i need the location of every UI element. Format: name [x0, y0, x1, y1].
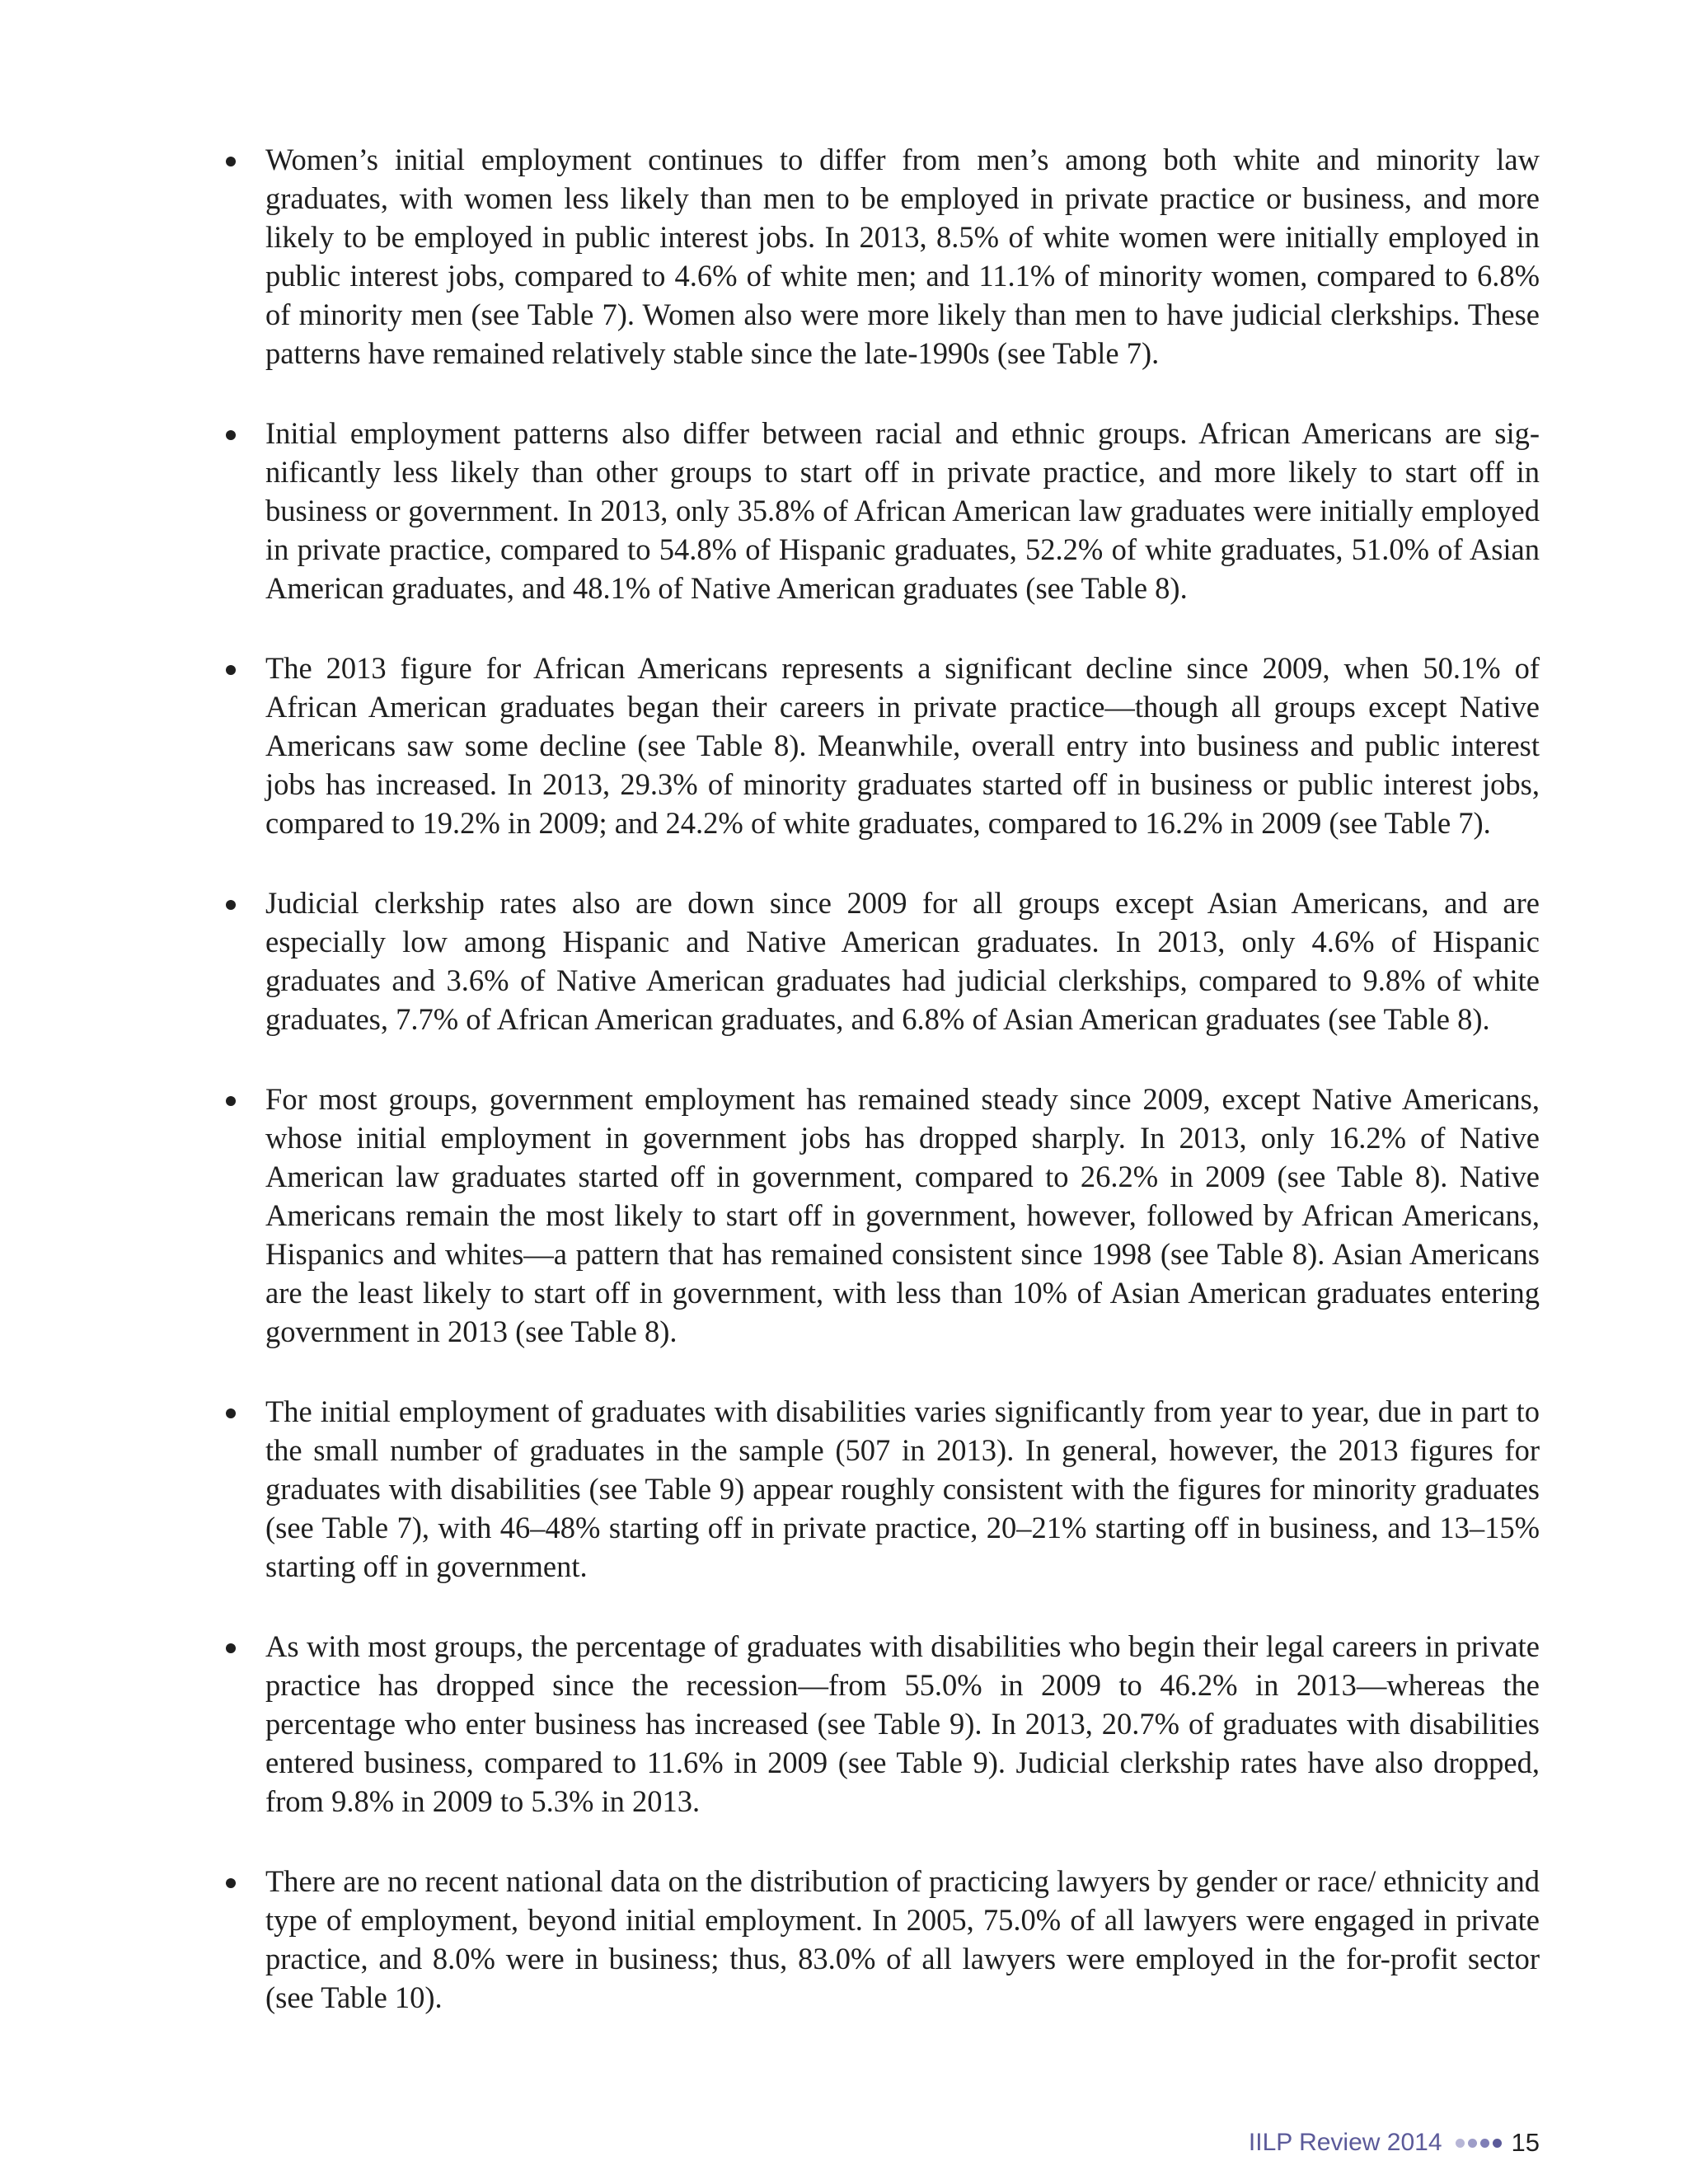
list-item: [223, 883, 1540, 1038]
bullet-icon: [226, 157, 236, 166]
page-footer: [1249, 2124, 1540, 2162]
body-content: [223, 140, 1540, 2058]
bullet-text: There are no recent national data on the distribution of practicing lawyers by gender or race/ ethnicity and type of employment, beyond initial employment. In 2005, 75.0% of all lawyers were engaged in private practice, and 8.0% were in business; thus, 83.0% of all lawyers were employed in the for-profit sector (see Table 10).: [265, 1864, 1540, 2014]
bullet-text: The initial employment of graduates with disabilities varies significantly from year to year, due in part to the small number of graduates in the sample (507 in 2013). In general, however, the 2013 figures for graduates with disabilities (see Table 9) appear roughly consistent with the figures for minority graduates (see Table 7), with 46–48% starting off in private practice, 20–21% starting off in business, and 13–15% starting off in government.: [265, 1394, 1540, 1583]
list-item: [223, 140, 1540, 373]
bullet-text: Women’s initial employment continues to differ from men’s among both white and minority law graduates, with women less likely than men to be employed in private practice or business, and more likely to be employed in public interest jobs. In 2013, 8.5% of white women were initially employed in public interest jobs, compared to 4.6% of white men; and 11.1% of minority women, compared to 6.8% of minority men (see Table 7). Women also were more likely than men to have judicial clerkships. These patterns have remained relatively stable since the late-1990s (see Table 7).: [265, 143, 1540, 370]
bullet-icon: [226, 430, 236, 440]
bullet-text: For most groups, government employment has remained steady since 2009, except Native Americans, whose initial employment in government jobs has dropped sharply. In 2013, only 16.2% of Native American law graduates started off in government, compared to 26.2% in 2009 (see Table 8). Native Americans remain the most likely to start off in government, however, followed by African Americans, Hispanics and whites—a pattern that has remained consistent since 1998 (see Table 8). Asian Americans are the least likely to start off in government, with less than 10% of Asian American graduates entering government in 2013 (see Table 8).: [265, 1082, 1540, 1348]
bullet-icon: [226, 1408, 236, 1418]
publication-title: IILP Review 2014: [1248, 2129, 1442, 2156]
list-item: [223, 414, 1540, 607]
dot-icon: [1468, 2139, 1477, 2148]
list-item: [223, 1392, 1540, 1586]
bullet-text: The 2013 figure for African Americans represents a significant decline since 2009, when 50.1% of African American graduates began their careers in private practice—though all groups except Native Americans saw some decline (see Table 8). Meanwhile, overall entry into business and public interest jobs has increased. In 2013, 29.3% of minority graduates started off in business or public interest jobs, compared to 19.2% in 2009; and 24.2% of white graduates, compared to 16.2% in 2009 (see Table 7).: [265, 651, 1540, 840]
bullet-icon: [226, 900, 236, 910]
list-item: [223, 1080, 1540, 1351]
bullet-text: Initial employment patterns also differ between racial and ethnic groups. African Americans are significantly less likely than other groups to start off in private practice, and more likely to start off in business or government. In 2013, only 35.8% of African American law graduates were initially employed in private practice, compared to 54.8% of Hispanic graduates, 52.2% of white graduates, 51.0% of Asian American graduates, and 48.1% of Native American graduates (see Table 8).: [265, 416, 1540, 605]
bullet-text: As with most groups, the percentage of graduates with disabilities who begin their legal careers in private practice has dropped since the recession—from 55.0% in 2009 to 46.2% in 2013—whereas the percentage who enter business has increased (see Table 9). In 2013, 20.7% of graduates with disabilities entered business, compared to 11.6% in 2009 (see Table 9). Judicial clerkship rates have also dropped, from 9.8% in 2009 to 5.3% in 2013.: [265, 1629, 1540, 1818]
dot-icon: [1456, 2139, 1465, 2148]
dots-ornament-icon: [1454, 2139, 1503, 2148]
dot-icon: [1493, 2139, 1502, 2148]
list-item: [223, 649, 1540, 842]
bullet-list: [223, 140, 1540, 2017]
page-number: 15: [1511, 2128, 1540, 2157]
list-item: [223, 1627, 1540, 1821]
dot-icon: [1480, 2139, 1489, 2148]
bullet-icon: [226, 1096, 236, 1106]
bullet-icon: [226, 665, 236, 675]
bullet-icon: [226, 1878, 236, 1888]
bullet-text: Judicial clerkship rates also are down since 2009 for all groups except Asian Americans, and are especially low among Hispanic and Native American graduates. In 2013, only 4.6% of Hispanic graduates and 3.6% of Native American graduates had judicial clerkships, compared to 9.8% of white graduates, 7.7% of African American graduates, and 6.8% of Asian American graduates (see Table 8).: [265, 886, 1540, 1036]
list-item: [223, 1862, 1540, 2017]
bullet-icon: [226, 1643, 236, 1653]
